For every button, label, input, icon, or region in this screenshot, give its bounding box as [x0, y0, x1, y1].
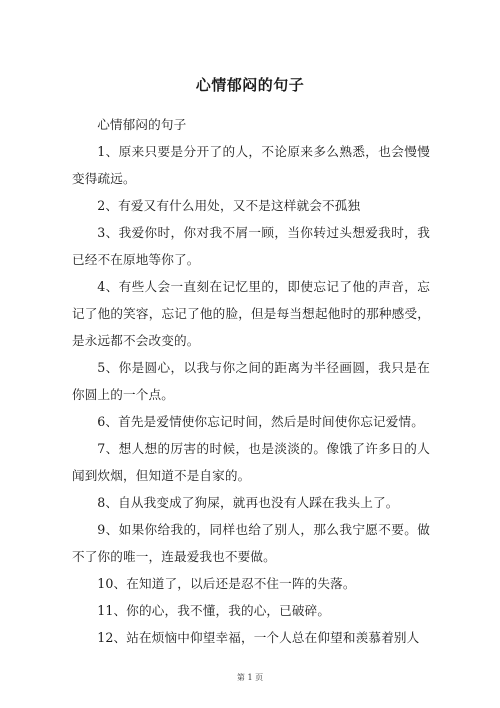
paragraph-1: 1、原来只要是分开了的人，不论原来多么熟悉，也会慢慢变得疏远。 — [72, 144, 430, 186]
paragraph-10: 10、在知道了，以后还是忍不住一阵的失落。 — [97, 576, 356, 591]
paragraph-7: 7、想人想的厉害的时候，也是淡淡的。像饿了许多日的人闻到炊烟，但知道不是自家的。 — [72, 441, 430, 483]
paragraph-4: 4、有些人会一直刻在记忆里的，即使忘记了他的声音，忘记了他的笑容，忘记了他的脸，但是每当想起他时的那种感受，是永远都不会改变的。 — [72, 279, 430, 348]
paragraph-2: 2、有爱又有什么用处，又不是这样就会不孤独 — [97, 198, 361, 213]
document-title: 心情郁闷的句子 — [195, 76, 305, 94]
paragraph-12: 12、站在烦恼中仰望幸福，一个人总在仰望和羡慕着别人 — [97, 630, 420, 645]
paragraph-11: 11、你的心，我不懂，我的心，已破碎。 — [97, 603, 331, 618]
paragraph-8: 8、自从我变成了狗屎，就再也没有人踩在我头上了。 — [97, 495, 399, 510]
paragraph-6: 6、首先是爱情使你忘记时间，然后是时间使你忘记爱情。 — [97, 414, 424, 429]
paragraph-3: 3、我爱你时，你对我不屑一顾，当你转过头想爱我时，我已经不在原地等你了。 — [72, 225, 430, 267]
page-number: 第 1 页 — [236, 673, 264, 682]
document-body — [72, 111, 430, 651]
paragraph-5: 5、你是圆心，以我与你之间的距离为半径画圆，我只是在你圆上的一个点。 — [72, 360, 430, 402]
paragraph-9: 9、如果你给我的，同样也给了别人，那么我宁愿不要。做不了你的唯一，连最爱我也不要做。 — [72, 522, 430, 564]
paragraph-subtitle: 心情郁闷的句子 — [97, 117, 187, 132]
